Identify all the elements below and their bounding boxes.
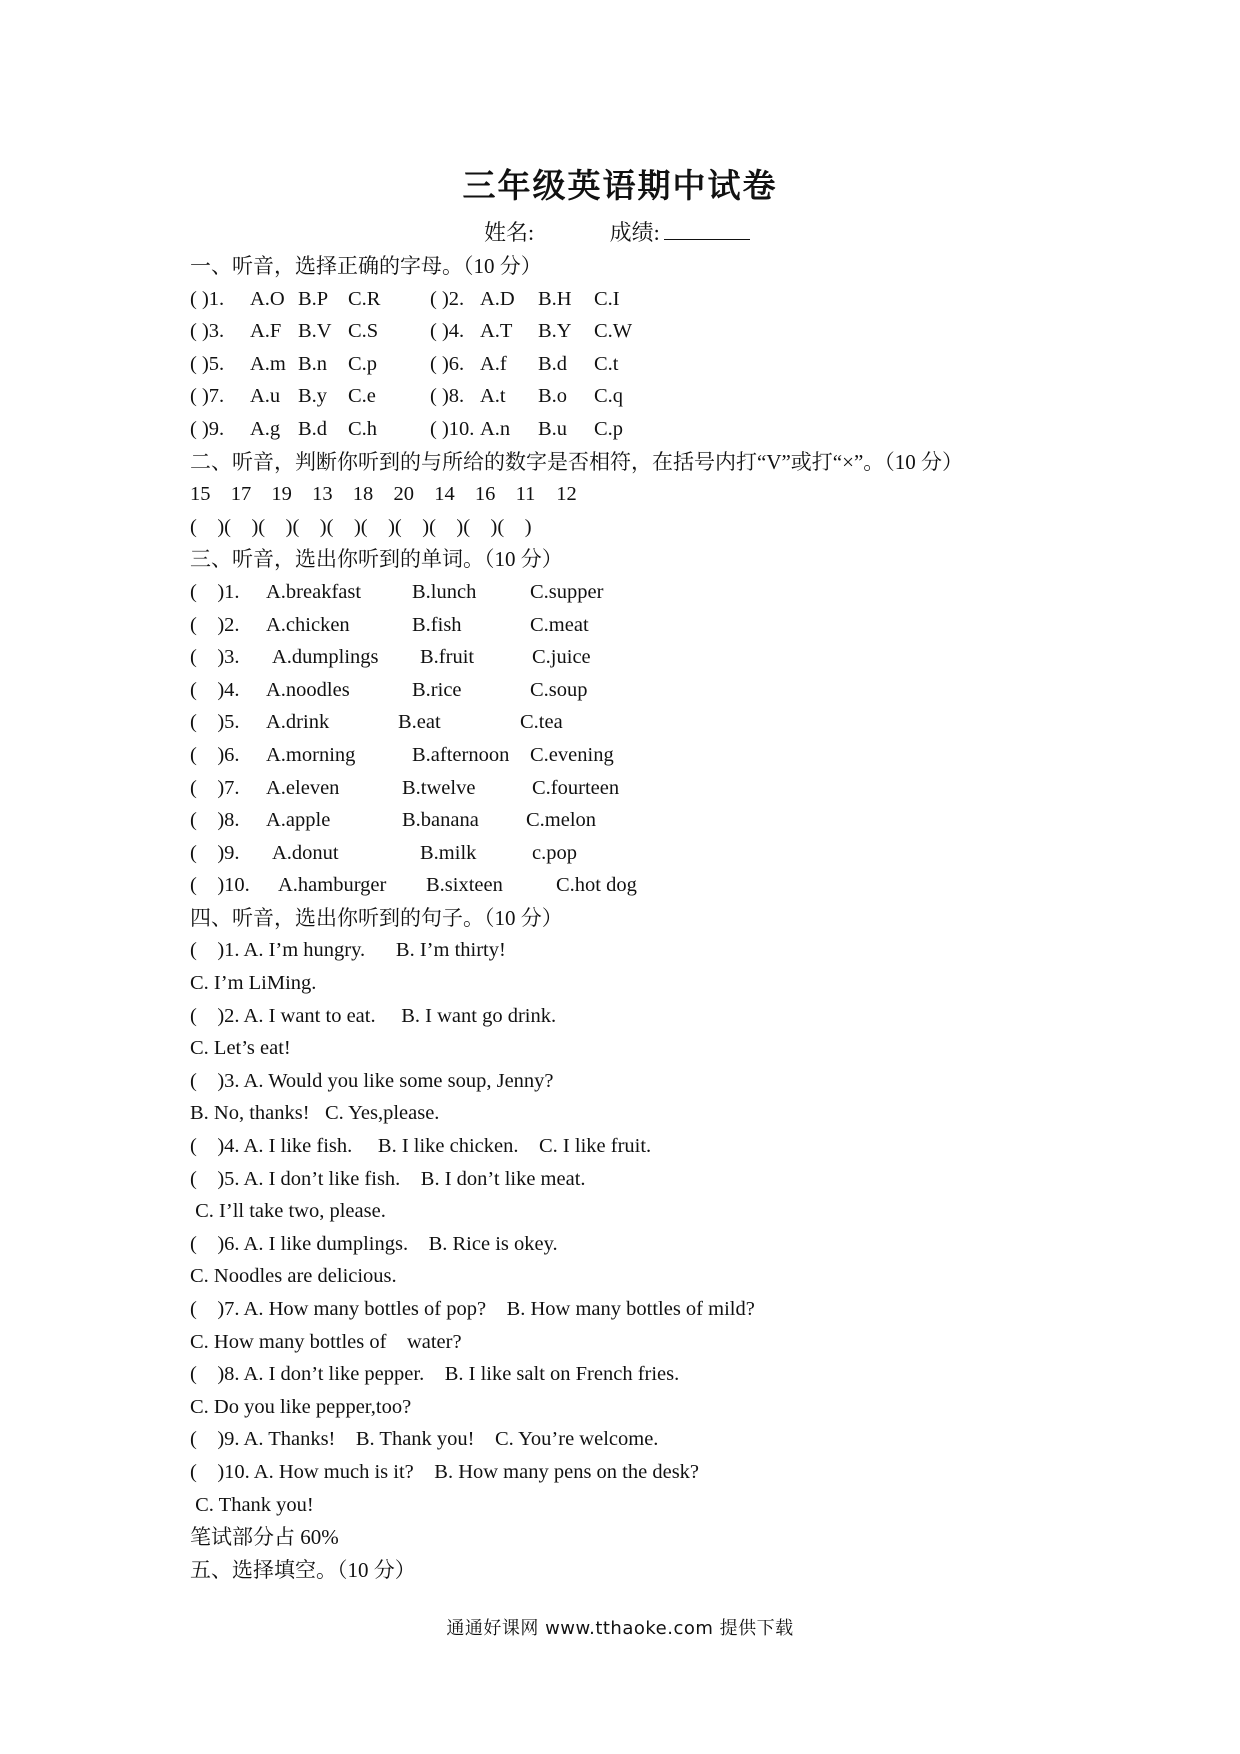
- section2-answer-brackets[interactable]: ( )( )( )( )( )( )( )( )( )( ): [190, 515, 532, 538]
- section3-question-number[interactable]: ( )2.: [190, 613, 240, 636]
- section4-line: ( )4. A. I like fish. B. I like chicken. C. I like fruit.: [190, 1135, 652, 1158]
- section3-row: [190, 772, 1200, 805]
- section4-line: ( )3. A. Would you like some soup, Jenny?: [190, 1069, 554, 1092]
- section4-line: ( )7. A. How many bottles of pop? B. How many bottles of mild?: [190, 1298, 755, 1320]
- section1-option-b: B.d: [538, 352, 568, 375]
- section4-line: ( )1. A. I’m hungry. B. I’m thirty!: [190, 939, 506, 962]
- section3-option-c: C.evening: [530, 743, 614, 766]
- section1-option-a: A.n: [480, 417, 511, 440]
- section1-option-b: B.H: [538, 287, 572, 310]
- section3-option-b: B.fruit: [420, 646, 475, 669]
- section3-option-a: A.noodles: [266, 678, 350, 701]
- section3-option-b: B.fish: [412, 613, 462, 636]
- footer-source: 通通好课网 www.tthaoke.com 提供下载: [446, 1618, 794, 1639]
- section3-option-a: A.hamburger: [278, 874, 387, 897]
- section1-question-number[interactable]: ( )10.: [430, 417, 475, 440]
- section1-option-c: C.e: [348, 385, 376, 408]
- section3-row: [190, 609, 1200, 642]
- score-label: 成绩:: [609, 220, 660, 245]
- section3-option-c: C.juice: [532, 646, 591, 669]
- section1-option-a: A.m: [250, 352, 286, 375]
- section3-question-number[interactable]: ( )10.: [190, 874, 250, 897]
- section3-option-b: B.eat: [398, 711, 441, 734]
- section1-option-c: C.p: [594, 417, 624, 440]
- section2-number: 14: [434, 483, 455, 506]
- section1-question-number[interactable]: ( )3.: [190, 320, 225, 343]
- section5-heading: 五、选择填空。（10 分）: [190, 1557, 416, 1582]
- section1-option-a: A.O: [250, 287, 285, 310]
- section3-question-number[interactable]: ( )3.: [190, 646, 240, 669]
- section3-option-b: B.lunch: [412, 580, 477, 603]
- section2-number: 20: [393, 483, 414, 506]
- section3-question-number[interactable]: ( )7.: [190, 776, 240, 799]
- section1-option-b: B.d: [298, 417, 328, 440]
- section3-row: [190, 576, 1200, 609]
- section3-option-b: B.milk: [420, 841, 477, 864]
- section4-line: C. How many bottles of water?: [190, 1330, 462, 1353]
- section3-option-c: C.soup: [530, 678, 588, 701]
- section1-rows: [190, 283, 1200, 446]
- section2-heading: 二、听音，判断你听到的与所给的数字是否相符，在括号内打“V”或打“×”。（10 分）: [190, 449, 964, 474]
- section3-row: [190, 641, 1200, 674]
- section1-option-a: A.T: [480, 320, 513, 343]
- section4-line: ( )8. A. I don’t like pepper. B. I like salt on French fries.: [190, 1363, 680, 1386]
- section1-option-c: C.q: [594, 385, 624, 408]
- section3-option-a: A.morning: [266, 743, 356, 766]
- section4-line: B. No, thanks! C. Yes,please.: [190, 1102, 440, 1125]
- section3-option-c: C.supper: [530, 580, 604, 603]
- section2-number: 16: [474, 483, 496, 506]
- section3-row: [190, 804, 1200, 837]
- section4-line: ( )5. A. I don’t like fish. B. I don’t like meat.: [190, 1167, 586, 1190]
- section1-option-a: A.g: [250, 417, 281, 440]
- section3-question-number[interactable]: ( )5.: [190, 711, 240, 734]
- section3-row: [190, 837, 1200, 870]
- section1-option-c: C.R: [348, 287, 381, 310]
- section2-number: 11: [515, 483, 536, 506]
- section2-numbers: [190, 478, 1200, 511]
- section4-heading: 四、听音，选出你听到的句子。（10 分）: [190, 905, 563, 930]
- section3-question-number[interactable]: ( )4.: [190, 678, 240, 701]
- name-label: 姓名:: [484, 220, 535, 245]
- section1-option-b: B.o: [538, 385, 568, 408]
- section3-option-b: B.banana: [402, 809, 479, 832]
- section2-number: 15: [190, 483, 211, 506]
- section3-row: [190, 869, 1200, 902]
- section3-option-a: A.apple: [266, 809, 331, 832]
- exam-title: 三年级英语期中试卷: [462, 169, 778, 205]
- section3-option-a: A.drink: [266, 711, 330, 734]
- section1-row: [190, 315, 1200, 348]
- section4-line: ( )6. A. I like dumplings. B. Rice is okey.: [190, 1232, 558, 1255]
- section3-option-a: A.breakfast: [266, 580, 362, 603]
- section4-line: ( )10. A. How much is it? B. How many pens on the desk?: [190, 1460, 700, 1483]
- section2-number: 12: [556, 483, 577, 506]
- section3-rows: [190, 576, 1200, 902]
- section1-option-b: B.u: [538, 417, 568, 440]
- section4-line: C. I’ll take two, please.: [190, 1200, 386, 1223]
- section1-question-number[interactable]: ( )1.: [190, 287, 225, 310]
- section3-option-c: C.tea: [520, 711, 563, 734]
- section1-option-c: C.h: [348, 417, 378, 440]
- section3-option-c: C.melon: [526, 809, 597, 832]
- section3-option-a: A.dumplings: [272, 646, 379, 669]
- section3-option-b: B.twelve: [402, 776, 476, 799]
- section3-option-c: C.meat: [530, 613, 589, 636]
- section1-question-number[interactable]: ( )4.: [430, 320, 465, 343]
- section3-row: [190, 706, 1200, 739]
- section1-option-b: B.Y: [538, 320, 572, 343]
- section3-option-b: B.sixteen: [426, 874, 503, 897]
- section4-line: C. I’m LiMing.: [190, 972, 317, 995]
- section3-option-c: C.hot dog: [556, 874, 637, 897]
- section3-option-b: B.afternoon: [412, 743, 510, 766]
- section4-line: C. Let’s eat!: [190, 1037, 291, 1060]
- section4-line: ( )9. A. Thanks! B. Thank you! C. You’re welcome.: [190, 1428, 659, 1451]
- section1-question-number[interactable]: ( )9.: [190, 417, 225, 440]
- section3-option-c: C.fourteen: [532, 776, 620, 799]
- section1-option-a: A.t: [480, 385, 506, 408]
- section1-heading: 一、听音，选择正确的字母。（10 分）: [190, 254, 542, 278]
- section3-option-a: A.chicken: [266, 613, 350, 636]
- section1-question-number[interactable]: ( )8.: [430, 385, 465, 408]
- section1-option-a: A.D: [480, 287, 515, 310]
- section2-number: 13: [312, 483, 333, 506]
- section1-option-a: A.u: [250, 385, 281, 408]
- section2-number: 18: [352, 483, 374, 506]
- section1-option-b: B.P: [298, 287, 329, 310]
- section3-option-c: c.pop: [532, 841, 577, 864]
- written-note: 笔试部分占 60%: [190, 1525, 339, 1550]
- section1-option-c: C.t: [594, 352, 619, 375]
- section1-option-c: C.W: [594, 320, 633, 343]
- section3-option-a: A.eleven: [266, 776, 340, 799]
- section1-row: [190, 413, 1200, 446]
- section1-option-a: A.f: [480, 352, 507, 375]
- section1-question-number[interactable]: ( )5.: [190, 352, 225, 375]
- section1-option-b: B.n: [298, 352, 328, 375]
- section1-option-b: B.y: [298, 385, 328, 408]
- section1-question-number[interactable]: ( )6.: [430, 352, 465, 375]
- section1-option-c: C.p: [348, 352, 378, 375]
- section4-line: C. Noodles are delicious.: [190, 1265, 397, 1288]
- section1-option-b: B.V: [298, 320, 332, 343]
- section3-question-number[interactable]: ( )8.: [190, 809, 240, 832]
- section2-number: 17: [230, 483, 252, 506]
- section1-row: [190, 380, 1200, 413]
- section3-option-a: A.donut: [272, 841, 339, 864]
- section1-option-c: C.S: [348, 320, 379, 343]
- section4-line: ( )2. A. I want to eat. B. I want go drink.: [190, 1004, 557, 1027]
- section3-question-number[interactable]: ( )6.: [190, 743, 240, 766]
- section1-option-a: A.F: [250, 320, 282, 343]
- section1-question-number[interactable]: ( )7.: [190, 385, 225, 408]
- section4-rows: [190, 934, 1200, 1521]
- section3-row: [190, 739, 1200, 772]
- section3-row: [190, 674, 1200, 707]
- section3-option-b: B.rice: [412, 678, 462, 701]
- section3-question-number[interactable]: ( )9.: [190, 841, 240, 864]
- section4-line: C. Thank you!: [190, 1493, 314, 1516]
- section3-heading: 三、听音，选出你听到的单词。（10 分）: [190, 547, 563, 572]
- section4-line: C. Do you like pepper,too?: [190, 1395, 412, 1418]
- section3-question-number[interactable]: ( )1.: [190, 580, 240, 603]
- section1-question-number[interactable]: ( )2.: [430, 287, 465, 310]
- section1-row: [190, 283, 1200, 316]
- section1-option-c: C.I: [594, 287, 620, 310]
- section2-number: 19: [271, 483, 292, 506]
- score-blank[interactable]: [664, 221, 750, 240]
- name-score-line: [484, 216, 750, 247]
- exam-content: [190, 250, 1200, 1586]
- section1-row: [190, 348, 1200, 381]
